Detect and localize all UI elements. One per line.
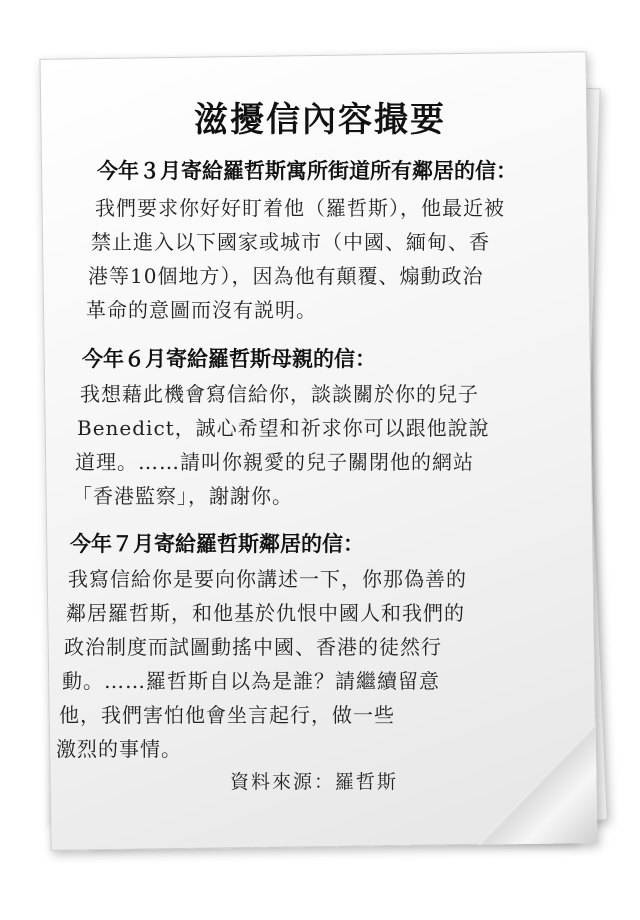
section-line: 他，我們害怕他會坐言起行，做一些 <box>59 703 395 727</box>
section-heading-march: 今年３月寄給羅哲斯寓所街道所有鄰居的信： <box>97 159 517 183</box>
section-heading-july: 今年７月寄給羅哲斯鄰居的信： <box>70 532 364 556</box>
section-line: 道理。……請叫你親愛的兒子關閉他的網站 <box>75 450 474 474</box>
section-heading-june: 今年６月寄給羅哲斯母親的信： <box>82 347 376 371</box>
section-line: 鄰居羅哲斯，和他基於仇恨中國人和我們的 <box>66 601 465 625</box>
section-line: 我想藉此機會寫信給你，談談關於你的兒子 <box>80 382 479 406</box>
section-line: 激烈的事情。 <box>56 737 182 761</box>
section-line: 革命的意圖而沒有説明。 <box>86 298 317 322</box>
section-line: 禁止進入以下國家或城市（中國、緬甸、香 <box>91 230 490 254</box>
section-line: 動。……羅哲斯自以為是誰？請繼續留意 <box>62 669 440 693</box>
section-line: 港等10個地方），因為他有顛覆、煽動政治 <box>88 264 484 288</box>
section-line: 政治制度而試圖動搖中國、香港的徒然行 <box>64 635 442 659</box>
page-title: 滋擾信內容撮要 <box>194 100 446 140</box>
section-line: 我寫信給你是要向你講述一下，你那偽善的 <box>68 567 467 591</box>
section-line: Benedict，誠心希望和祈求你可以跟他說說 <box>77 416 490 440</box>
section-line: 「香港監察」，謝謝你。 <box>72 484 293 508</box>
source-credit: 資料來源：羅哲斯 <box>230 771 399 793</box>
section-line: 我們要求你好好盯着他（羅哲斯），他最近被 <box>95 196 505 220</box>
